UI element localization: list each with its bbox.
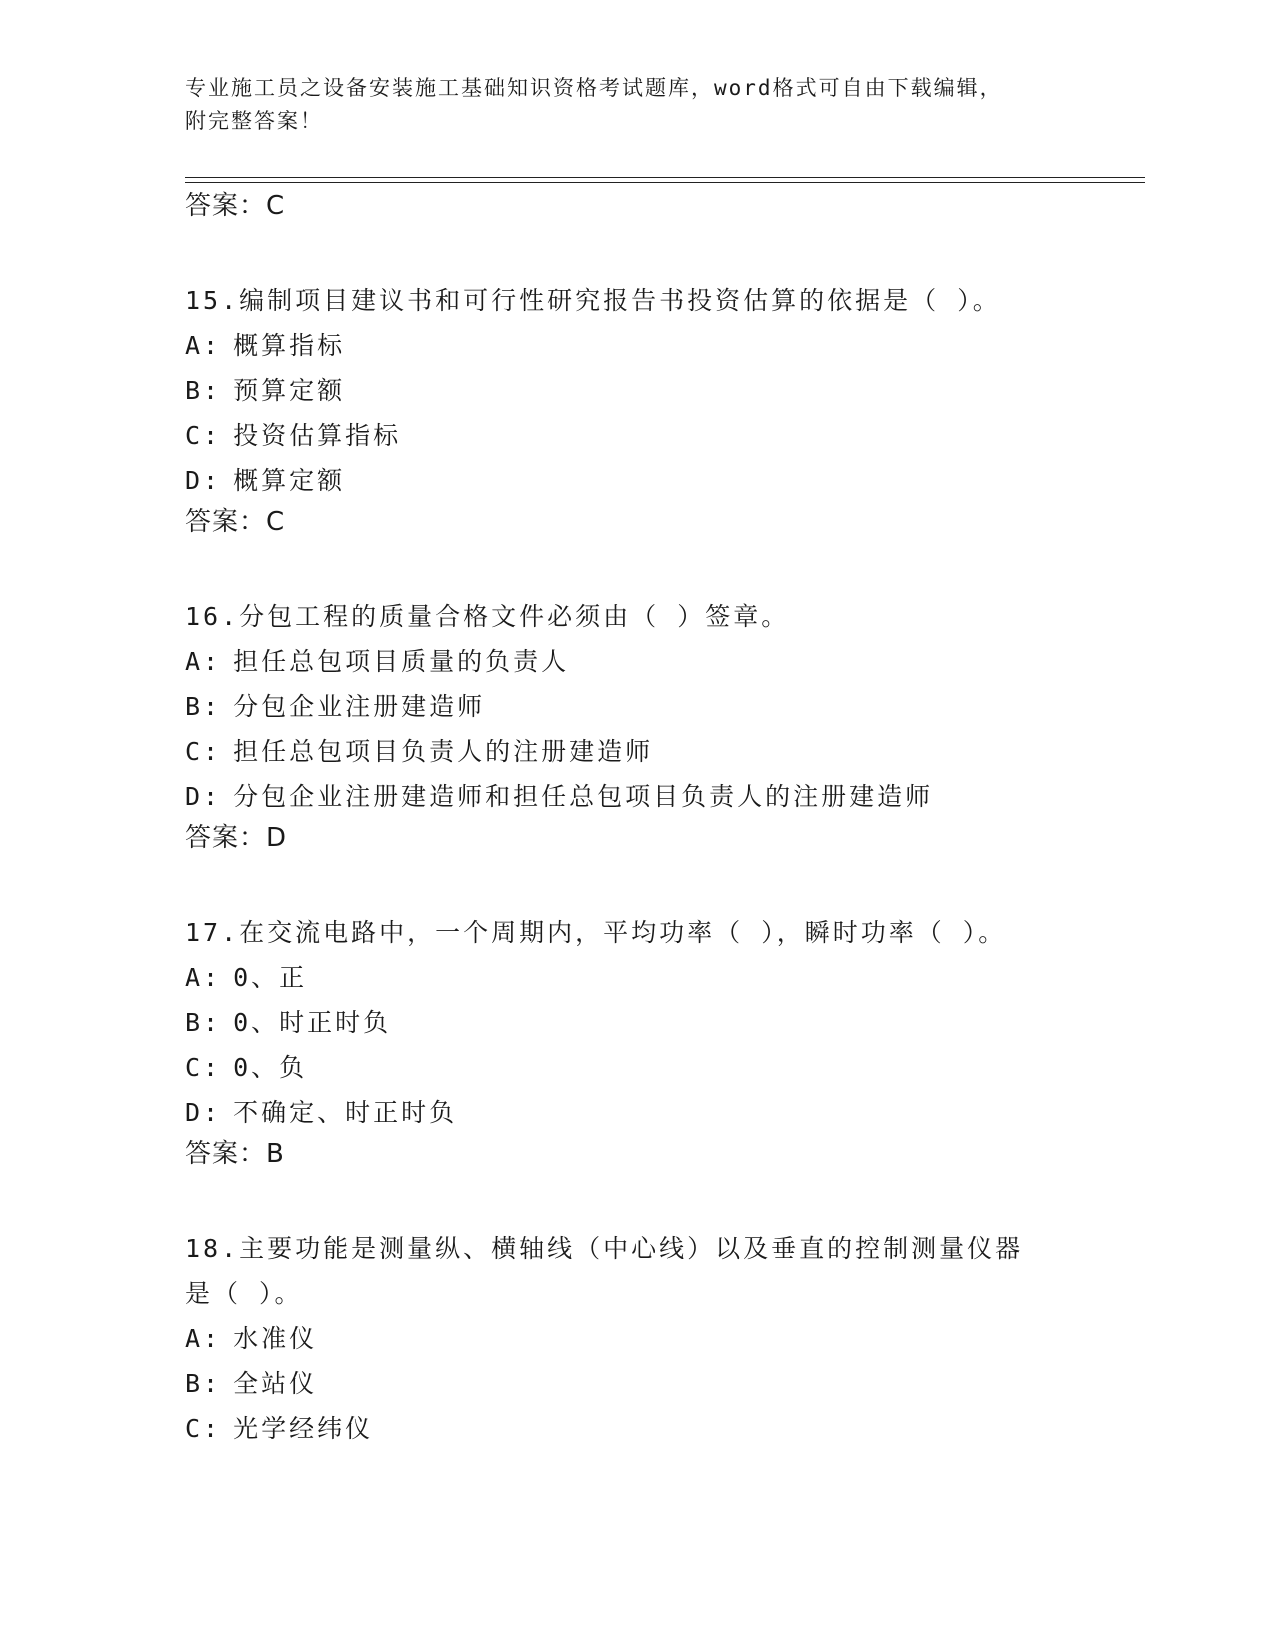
option-key: C: bbox=[185, 1053, 222, 1082]
option-key: C: bbox=[185, 737, 222, 766]
option-text: 水准仪 bbox=[233, 1324, 318, 1353]
option-key: B: bbox=[185, 692, 222, 721]
answer-line bbox=[185, 505, 1145, 549]
question-item bbox=[185, 1226, 1145, 1451]
answer-line bbox=[185, 189, 1145, 233]
option-key: C: bbox=[185, 421, 222, 450]
option-text: 不确定、时正时负 bbox=[233, 1098, 458, 1127]
option-b bbox=[185, 1361, 1145, 1406]
answer-label: 答案： bbox=[185, 823, 267, 853]
question-text: 15.编制项目建议书和可行性研究报告书投资估算的依据是（ ）。 bbox=[185, 286, 1001, 315]
option-text: 概算定额 bbox=[233, 466, 346, 495]
option-text: 投资估算指标 bbox=[233, 421, 402, 450]
answer-label: 答案： bbox=[185, 191, 267, 221]
option-text: 预算定额 bbox=[233, 376, 346, 405]
option-text: 全站仪 bbox=[233, 1369, 318, 1398]
option-c bbox=[185, 729, 1145, 774]
question-list bbox=[185, 189, 1145, 1451]
option-d bbox=[185, 1090, 1145, 1135]
question-item bbox=[185, 910, 1145, 1181]
option-c bbox=[185, 413, 1145, 458]
option-key: D: bbox=[185, 466, 222, 495]
header-line-1: 专业施工员之设备安装施工基础知识资格考试题库，word格式可自由下载编辑， bbox=[185, 76, 1003, 100]
option-a bbox=[185, 639, 1145, 684]
question-item bbox=[185, 594, 1145, 865]
option-text: 担任总包项目质量的负责人 bbox=[233, 647, 570, 676]
option-key: B: bbox=[185, 376, 222, 405]
answer-line bbox=[185, 821, 1145, 865]
option-c bbox=[185, 1045, 1145, 1090]
option-text: 0、正 bbox=[233, 963, 308, 992]
option-key: D: bbox=[185, 782, 222, 811]
option-text: 分包企业注册建造师和担任总包项目负责人的注册建造师 bbox=[233, 782, 934, 811]
answer-value: C bbox=[266, 191, 286, 221]
option-text: 0、负 bbox=[233, 1053, 308, 1082]
option-text: 光学经纬仪 bbox=[233, 1414, 374, 1443]
option-text: 0、时正时负 bbox=[233, 1008, 392, 1037]
answer-value: B bbox=[266, 1139, 285, 1169]
question-item bbox=[185, 278, 1145, 549]
option-text: 分包企业注册建造师 bbox=[233, 692, 486, 721]
option-text: 担任总包项目负责人的注册建造师 bbox=[233, 737, 654, 766]
question-text: 17.在交流电路中，一个周期内，平均功率（ ），瞬时功率（ ）。 bbox=[185, 918, 1007, 947]
header-divider-top bbox=[185, 177, 1145, 178]
option-d bbox=[185, 774, 1145, 819]
option-b bbox=[185, 1000, 1145, 1045]
option-key: B: bbox=[185, 1008, 222, 1037]
option-a bbox=[185, 1316, 1145, 1361]
option-key: D: bbox=[185, 1098, 222, 1127]
question-text: 18.主要功能是测量纵、横轴线（中心线）以及垂直的控制测量仪器是（ ）。 bbox=[185, 1234, 1024, 1308]
answer-value: C bbox=[266, 507, 286, 537]
option-d bbox=[185, 458, 1145, 503]
document-header bbox=[185, 72, 1085, 138]
option-a bbox=[185, 323, 1145, 368]
option-b bbox=[185, 684, 1145, 729]
answer-value: D bbox=[266, 823, 288, 853]
option-key: A: bbox=[185, 963, 222, 992]
option-key: C: bbox=[185, 1414, 222, 1443]
answer-label: 答案： bbox=[185, 507, 267, 537]
option-key: A: bbox=[185, 647, 222, 676]
header-line-2: 附完整答案！ bbox=[185, 109, 323, 133]
option-key: B: bbox=[185, 1369, 222, 1398]
question-text: 16.分包工程的质量合格文件必须由（ ）签章。 bbox=[185, 602, 790, 631]
option-b bbox=[185, 368, 1145, 413]
header-divider-bottom bbox=[185, 182, 1145, 183]
option-key: A: bbox=[185, 331, 222, 360]
option-key: A: bbox=[185, 1324, 222, 1353]
answer-line bbox=[185, 1137, 1145, 1181]
option-c bbox=[185, 1406, 1145, 1451]
answer-label: 答案： bbox=[185, 1139, 267, 1169]
option-a bbox=[185, 955, 1145, 1000]
option-text: 概算指标 bbox=[233, 331, 346, 360]
